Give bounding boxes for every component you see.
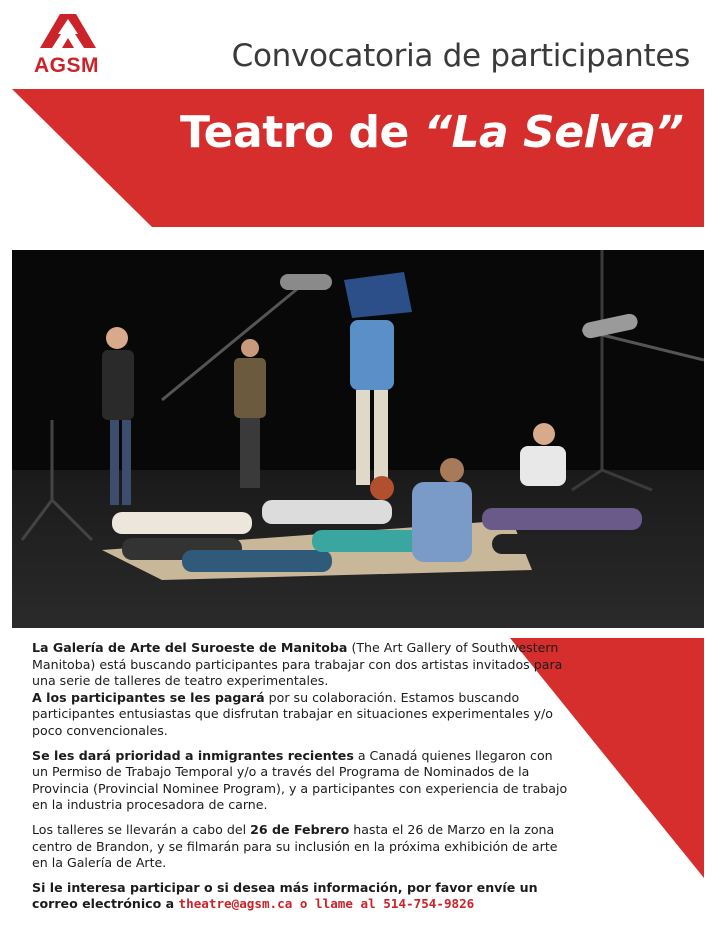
paragraph-contact: [32, 880, 572, 913]
paid-note: A los participantes se les pagará: [32, 689, 265, 705]
paragraph-dates: [32, 822, 572, 872]
paragraph-priority: [32, 748, 572, 814]
email-link[interactable]: theatre@agsm.ca: [178, 896, 293, 912]
priority-text: a Canadá quienes llegaron con un Permiso de Trabajo Temporal y/o a través del Programa de Nominados de la Provincia (Provincial Nominee Program), y a participantes con experiencia de trabajo en la industria procesadora de carne.: [32, 747, 568, 813]
contact-mid: o llame al: [292, 896, 384, 912]
start-date: 26 de Febrero: [250, 821, 350, 837]
page-title: Convocatoria de participantes: [231, 38, 690, 74]
body-text: [32, 640, 572, 921]
agsm-mark-icon: [40, 14, 96, 54]
contact-bold: Si le interesa participar o si desea más información, por favor envíe un correo electrónico a: [32, 879, 538, 912]
priority-bold: Se les dará prioridad a inmigrantes recientes: [32, 747, 354, 763]
dates-pre: Los talleres se llevarán a cabo del: [32, 821, 251, 837]
banner-title: [180, 107, 683, 158]
theatre-photo: [12, 250, 704, 628]
logo-text: AGSM: [34, 54, 99, 77]
banner-title-plain: Teatro de: [180, 107, 424, 158]
phone-link[interactable]: 514-754-9826: [383, 896, 475, 912]
dates-text: hasta el 26 de Marzo en la zona centro de Brandon, y se filmarán para su inclusión en la próxima exhibición de arte en la Galería de Arte.: [32, 821, 558, 871]
paragraph-intro: [32, 640, 572, 740]
agsm-logo: [34, 14, 114, 78]
title-banner: [12, 89, 704, 227]
intro-text: (The Art Gallery of Southwestern Manitoba) está buscando participantes para trabajar con dos artistas invitados para una serie de talleres de teatro experimentales.: [32, 640, 563, 689]
theatre-scene-icon: [12, 250, 704, 628]
paid-text: por su colaboración. Estamos buscando participantes entusiastas que disfrutan trabajar en situaciones experimentales y/o poco convencionales.: [32, 689, 553, 738]
banner-title-italic: “La Selva”: [423, 107, 684, 158]
gallery-name: La Galería de Arte del Suroeste de Manitoba: [32, 640, 348, 655]
